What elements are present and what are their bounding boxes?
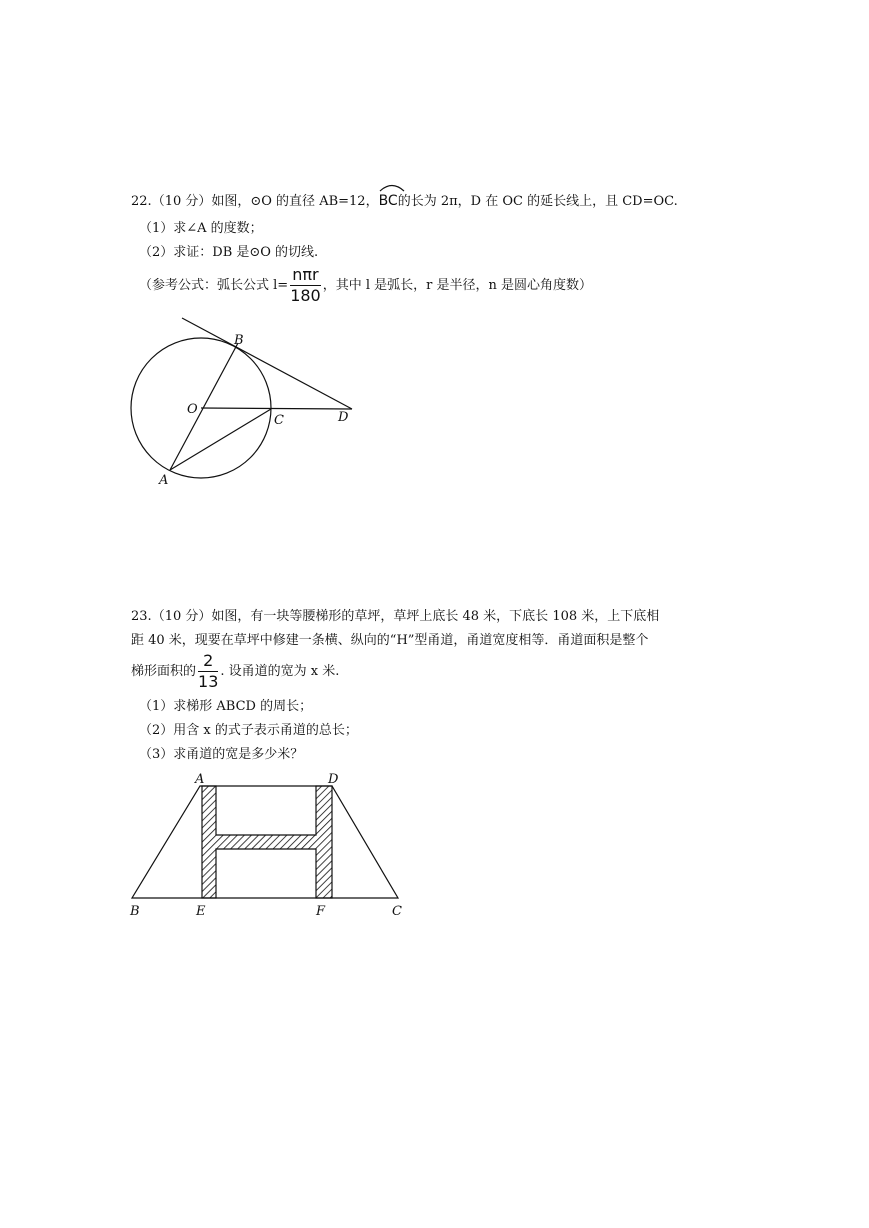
label-d: D: [328, 772, 339, 787]
label-f: F: [316, 904, 326, 919]
q23-line-1: [131, 608, 659, 626]
q23-part-3: （3）求甬道的宽是多少米？: [139, 747, 304, 762]
arc-length-fraction: [290, 267, 321, 304]
ref-prefix: （参考公式：弧长公式 l=: [139, 278, 289, 293]
label-c: C: [392, 904, 402, 919]
q22-stem: [131, 188, 678, 211]
q22-reference-formula: [139, 266, 592, 306]
diameter-ab: [170, 343, 238, 470]
area-fraction-denominator: 13: [198, 672, 219, 691]
label-b: B: [234, 333, 244, 348]
q23-score: （10 分）: [151, 609, 212, 624]
q23-part-2: （2）用含 x 的式子表示甬道的总长；: [139, 723, 358, 738]
q23-line-2: 距 40 米，现要在草坪中修建一条横、纵向的“H”型甬道，甬道宽度相等．甬道面积是整个: [131, 633, 649, 648]
q23-trapezoid-figure: [120, 768, 420, 920]
q22-part-2: （2）求证：DB 是⊙O 的切线.: [139, 245, 319, 260]
h-path-hatched: [202, 786, 332, 898]
chord-ac: [170, 409, 271, 470]
area-fraction-numerator: 2: [198, 653, 218, 672]
q23-text-1: 如图，有一块等腰梯形的草坪，草坪上底长 48 米，下底长 108 米，上下底相: [211, 609, 660, 624]
label-c: C: [274, 413, 284, 428]
label-d: D: [338, 410, 349, 425]
q23-number: 23.: [131, 609, 152, 624]
q22-stem-part-a: 如图，⊙O 的直径 AB=12，: [211, 194, 379, 209]
tangent-line: [182, 318, 352, 409]
q22-part-1: （1）求∠A 的度数；: [139, 221, 263, 236]
label-e: E: [196, 904, 206, 919]
label-a: A: [195, 772, 205, 787]
label-b: B: [130, 904, 140, 919]
area-fraction: [198, 653, 218, 690]
arc-mark-icon: [378, 182, 406, 192]
ref-suffix: ，其中 l 是弧长，r 是半径，n 是圆心角度数）: [322, 278, 593, 293]
q23-text-3-prefix: 梯形面积的: [131, 664, 197, 679]
q22-score: （10 分）: [151, 194, 212, 209]
arc-bc: [379, 188, 398, 210]
q23-text-3-suffix: . 设甬道的宽为 x 米.: [220, 664, 340, 679]
arc-length-numerator: nπr: [290, 267, 321, 286]
segment-od: [201, 408, 352, 409]
q22-number: 22.: [131, 194, 152, 209]
q23-line-3: [131, 652, 339, 692]
q22-circle-figure: [120, 312, 360, 492]
q23-part-1: （1）求梯形 ABCD 的周长；: [139, 699, 313, 714]
arc-length-denominator: 180: [290, 286, 321, 305]
label-o: O: [187, 402, 198, 417]
arc-bc-label: BC: [378, 193, 398, 209]
q22-stem-part-b: 的长为 2π，D 在 OC 的延长线上，且 CD=OC.: [397, 194, 678, 209]
label-a: A: [159, 473, 169, 488]
